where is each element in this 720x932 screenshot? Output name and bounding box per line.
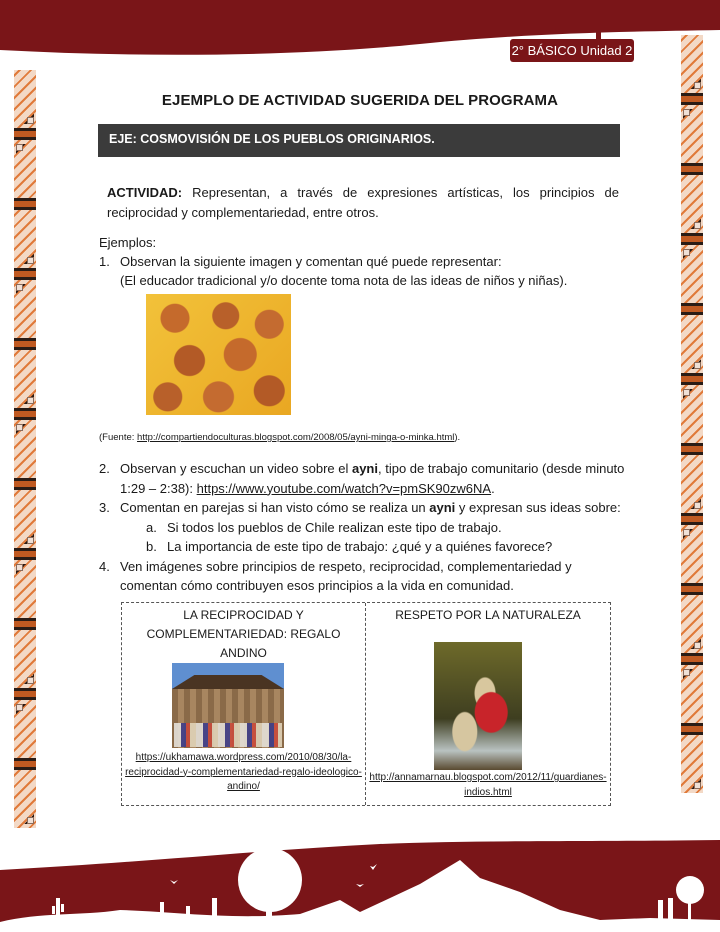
andean-pattern-icon bbox=[14, 770, 36, 828]
women-by-stream-image bbox=[434, 642, 522, 770]
andean-pattern-icon bbox=[681, 455, 703, 513]
andean-pattern-icon bbox=[681, 665, 703, 723]
principles-image-table bbox=[121, 602, 611, 806]
andean-pattern-icon bbox=[14, 420, 36, 478]
list-item-1 bbox=[99, 252, 629, 290]
sub-item-a: a. Si todos los pueblos de Chile realizan este tipo de trabajo. bbox=[146, 519, 502, 535]
sub-item-b: b. La importancia de este tipo de trabajo: ¿qué y a quiénes favorece? bbox=[146, 539, 553, 554]
andean-pattern-icon bbox=[14, 560, 36, 618]
page-title: EJEMPLO DE ACTIVIDAD SUGERIDA DEL PROGRAMA bbox=[161, 92, 559, 109]
ukhamawa-link[interactable]: https://ukhamawa.wordpress.com/2010/08/30/la-reciprocidad-y-complementariedad-regalo-ideologico-andino/ bbox=[125, 752, 362, 792]
ayni-term: ayni bbox=[351, 461, 378, 476]
cell-title: LA RECIPROCIDAD Y COMPLEMENTARIEDAD: REGALO ANDINO bbox=[146, 608, 341, 660]
andean-pattern-icon bbox=[681, 595, 703, 653]
andean-pattern-icon bbox=[681, 385, 703, 443]
reciprocity-hands-image bbox=[146, 294, 291, 415]
cell-title: RESPETO POR LA NATURALEZA bbox=[395, 608, 581, 622]
list-item-4: 4. Ven imágenes sobre principios de respeto, reciprocidad, complementariedad y comentan cómo contribuyen esos principios a la vida en comunidad. bbox=[99, 558, 572, 593]
andean-pattern-icon bbox=[681, 245, 703, 303]
source-link[interactable]: http://compartiendoculturas.blogspot.com/2008/05/ayni-minga-o-minka.html bbox=[137, 432, 455, 443]
annamarnau-link[interactable]: http://annamarnau.blogspot.com/2012/11/guardianes-indios.html bbox=[369, 772, 607, 798]
image-source-caption: (Fuente: http://compartiendoculturas.blogspot.com/2008/05/ayni-minga-o-minka.html). bbox=[99, 432, 461, 443]
unit-badge: 2° BÁSICO Unidad 2 bbox=[510, 39, 634, 62]
andean-pattern-icon bbox=[14, 490, 36, 548]
andean-pattern-icon bbox=[14, 350, 36, 408]
andean-pattern-icon bbox=[14, 630, 36, 688]
right-andean-border bbox=[681, 35, 705, 815]
activity-steps-list bbox=[99, 459, 629, 596]
activity-description bbox=[107, 183, 619, 223]
list-number: 4. bbox=[99, 558, 110, 574]
andean-pattern-icon bbox=[681, 525, 703, 583]
andean-pattern-icon bbox=[14, 140, 36, 198]
activity-text: Representan, a través de expresiones artísticas, los principios de reciprocidad y complementariedad, entre otros. bbox=[107, 185, 619, 220]
andean-pattern-icon bbox=[681, 175, 703, 233]
activity-label: ACTIVIDAD: bbox=[107, 185, 183, 200]
item-1-line-1: Observan la siguiente imagen y comentan qué puede representar: bbox=[120, 254, 502, 269]
andean-pattern-icon bbox=[14, 700, 36, 758]
list-number: 2. bbox=[99, 461, 110, 476]
youtube-video-link[interactable]: https://www.youtube.com/watch?v=pmSK90zw6NA bbox=[196, 480, 492, 496]
list-number: 1. bbox=[99, 254, 110, 269]
examples-section bbox=[99, 233, 629, 290]
eje-heading-bar: EJE: COSMOVISIÓN DE LOS PUEBLOS ORIGINARIOS. bbox=[98, 124, 620, 157]
ayni-term: ayni bbox=[429, 500, 456, 515]
examples-label: Ejemplos: bbox=[99, 235, 157, 250]
andean-pattern-icon bbox=[681, 105, 703, 163]
table-cell-reciprocity bbox=[122, 603, 366, 805]
andean-pattern-icon bbox=[681, 315, 703, 373]
andean-pattern-icon bbox=[681, 735, 703, 793]
list-item-2: 2. Observan y escuchan un video sobre el ayni, tipo de trabajo comunitario (desde minuto 1:29 – 2:38): https://www.youtube.com/watch?v=pmSK90zw6NA. bbox=[99, 461, 625, 496]
list-item-3: 3. Comentan en parejas si han visto cómo se realiza un ayni y expresan sus ideas sobre: bbox=[99, 498, 629, 518]
footer-landscape-band bbox=[0, 840, 720, 932]
andean-pattern-icon bbox=[14, 210, 36, 268]
list-number: 3. bbox=[99, 500, 110, 515]
item-1-line-2: (El educador tradicional y/o docente toma nota de las ideas de niños y niñas). bbox=[120, 273, 568, 288]
left-andean-border bbox=[14, 70, 38, 840]
andean-pattern-icon bbox=[681, 35, 703, 93]
andean-pattern-icon bbox=[14, 280, 36, 338]
